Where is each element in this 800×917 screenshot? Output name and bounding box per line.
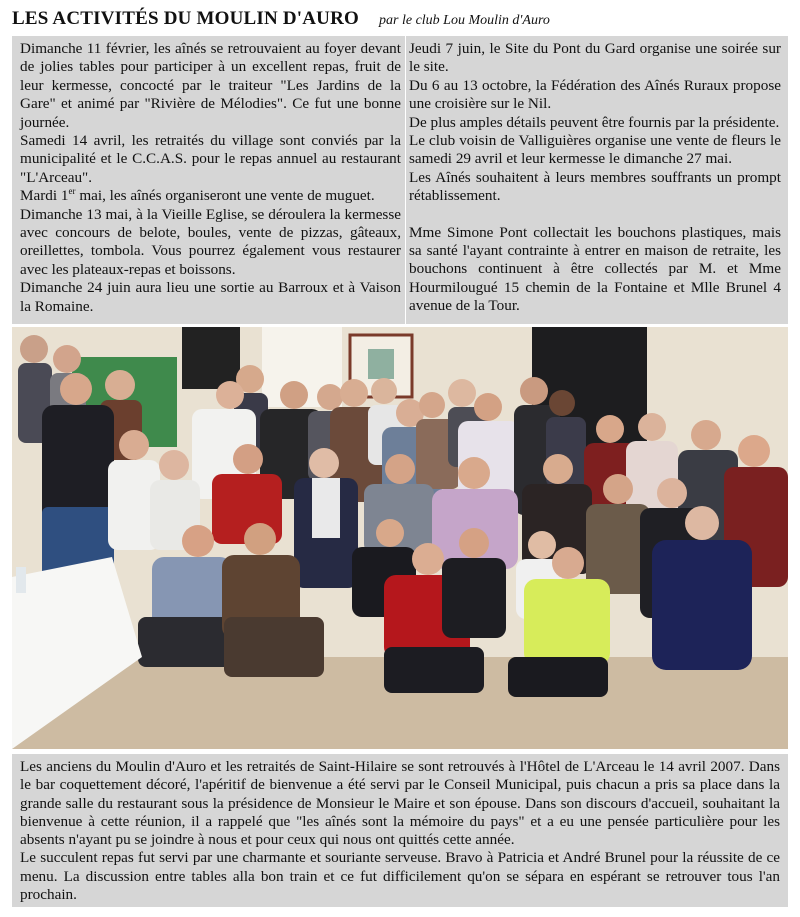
photo-frame-art [368,349,394,379]
paragraph-details: De plus amples détails peuvent être fournis par la présidente. [409,113,780,131]
group-photo-illustration [12,327,788,749]
announcements-left-column [20,40,401,316]
paragraph-bottle-caps: Mme Simone Pont collectait les bouchons plastiques, mais sa santé l'ayant contrainte à entrer en maison de retraite, les bouchons continuent à être collectés par M. et Mme Hourmilougué 15 chemin de la Fontaine et Mlle Brunel 4 avenue de la Tour. [409,223,781,315]
text-segment: Mardi 1 [20,187,69,205]
paragraph-valliguieres: Le club voisin de Valliguières organise une vente de fleurs le samedi 29 avril et leur kermesse le dimanche 27 mai. [409,132,781,168]
paragraph-pont-du-gard: Jeudi 7 juin, le Site du Pont du Gard organise une soirée sur le site. [409,40,781,76]
paragraph-april-meal: Samedi 14 avril, les retraités du village sont conviés par la municipalité et le C.C.A.S. pour le repas annuel au restaurant "L'Arceau". [20,132,401,186]
announcements-right-column [409,40,781,316]
paragraph-recovery: Les Aînés souhaitent à leurs membres souffrants un prompt rétablissement. [409,168,781,205]
paragraph-event-report: Les anciens du Moulin d'Auro et les retraités de Saint-Hilaire se sont retrouvés à l'Hôtel de L'Arceau le 14 avril 2007. Dans le bar coquettement décoré, l'apéritif de bienvenue a été servi par le Conseil Municipal, puis chacun a pris sa place dans la grande salle du restaurant sous la présidence de Monsieur le Maire et son épouse. Dans son discours d'accueil, souhaitant la bienvenue à cette réunion, il a rappelé que "les aînés sont la mémoire du pays" et a eu une pensée particulière pour les absents n'ayant pu se joindre à nous et pour ceux qui nous ont quittés cette année. [20,758,780,849]
photo-speaker [182,327,240,389]
paragraph-gap [409,206,781,224]
paragraph-meal-report: Le succulent repas fut servi par une charmante et souriante serveuse. Bravo à Patricia et André Brunel pour la réussite de ce menu. La discussion entre tables alla bon train et ce fut difficilement qu'on se sépara en espérant se retrouver tous l'an prochain. [20,849,780,904]
event-report-box [12,754,788,907]
superscript: er [68,186,76,197]
article-byline: par le club Lou Moulin d'Auro [379,13,550,28]
article-title: LES ACTIVITÉS DU MOULIN D'AURO [12,8,360,29]
paragraph-june-outing: Dimanche 24 juin aura lieu une sortie au Barroux et à Vaison la Romaine. [20,279,401,315]
group-photo [12,327,788,749]
paragraph-may-muguet [20,187,401,205]
article-header [12,8,788,34]
text-segment: mai, les aînés organiseront une vente de muguet. [75,187,375,205]
announcements-box [12,36,788,324]
column-divider [405,36,406,324]
paragraph-kermesse: Dimanche 13 mai, à la Vieille Eglise, se déroulera la kermesse avec concours de belote, boules, vente de pizzas, gâteaux, oreillettes, tombola. Vous pourrez également vous restaurer avec les plateaux-repas et boissons. [20,205,401,278]
photo-glass [16,567,26,593]
paragraph-february-meal: Dimanche 11 février, les aînés se retrouvaient au foyer devant de jolies tables pour participer à un excellent repas, fruit de leur kermesse, concocté par le traiteur "Les Jardins de la Gare" et animé par "Rivière de Mélodies". Ce fut une bonne journée. [20,40,401,131]
paragraph-nile-cruise: Du 6 au 13 octobre, la Fédération des Aînés Ruraux propose une croisière sur le Nil. [409,76,781,113]
